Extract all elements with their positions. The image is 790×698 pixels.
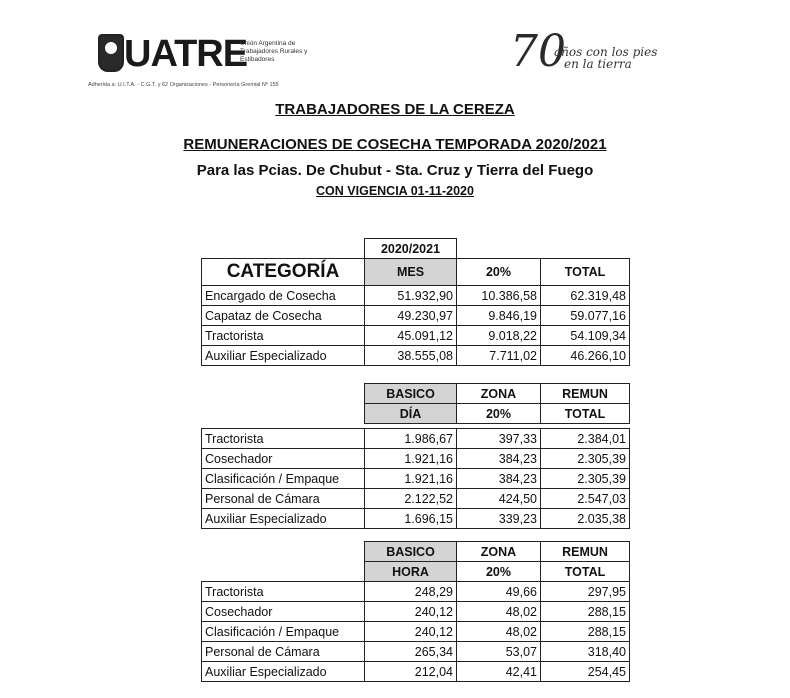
remun-value: 318,40 [541, 642, 630, 662]
table-row [202, 489, 630, 509]
daily-remuneration-table [201, 383, 630, 529]
document-subtitle: REMUNERACIONES DE COSECHA TEMPORADA 2020/2021 [183, 136, 607, 153]
total-value: 62.319,48 [541, 286, 630, 306]
table-row [202, 662, 630, 682]
anniversary-text-line-2: en la tierra [564, 57, 632, 71]
logo-footer: Adherida a: U.I.T.A. - C.G.T. y 62 Organizaciones - Personería Gremial Nº 155 [88, 82, 279, 88]
basico-value: 248,29 [365, 582, 457, 602]
basico-value: 1.921,16 [365, 469, 457, 489]
basico-value: 1.921,16 [365, 449, 457, 469]
col-header-zona: ZONA [457, 542, 541, 562]
logo-name: UATRE [124, 33, 248, 75]
basico-value: 265,34 [365, 642, 457, 662]
table-row [202, 469, 630, 489]
col-header-mes: MES [365, 259, 457, 286]
zona-value: 48,02 [457, 602, 541, 622]
col-header-dia: DÍA [365, 404, 457, 424]
total-value: 54.109,34 [541, 326, 630, 346]
zona-value: 48,02 [457, 622, 541, 642]
remun-value: 288,15 [541, 622, 630, 642]
anniversary-text-line-1: años con los pies [554, 45, 658, 59]
table-row [202, 622, 630, 642]
table-row [202, 509, 630, 529]
table-row [202, 286, 630, 306]
anniversary-text [554, 46, 657, 70]
uatre-logo [88, 30, 328, 94]
zona-value: 424,50 [457, 489, 541, 509]
table-row [202, 582, 630, 602]
category-name: Cosechador [202, 449, 365, 469]
table-row [202, 326, 630, 346]
uatre-emblem-icon [98, 34, 124, 72]
col-header-total: TOTAL [541, 562, 630, 582]
col-header-basico: BASICO [365, 542, 457, 562]
zona-value: 384,23 [457, 469, 541, 489]
basico-value: 240,12 [365, 602, 457, 622]
zona-value: 42,41 [457, 662, 541, 682]
category-name: Clasificación / Empaque [202, 622, 365, 642]
zona-value: 397,33 [457, 429, 541, 449]
table-row [202, 429, 630, 449]
category-name: Tractorista [202, 326, 365, 346]
remun-value: 2.035,38 [541, 509, 630, 529]
table-row [202, 642, 630, 662]
col-header-remun: REMUN [541, 384, 630, 404]
pct-value: 10.386,58 [457, 286, 541, 306]
col-header-total: TOTAL [541, 404, 630, 424]
table-row [202, 449, 630, 469]
category-name: Capataz de Cosecha [202, 306, 365, 326]
col-header-pct: 20% [457, 404, 541, 424]
monthly-remuneration-table [201, 238, 630, 366]
category-name: Tractorista [202, 582, 365, 602]
remun-value: 288,15 [541, 602, 630, 622]
col-header-pct: 20% [457, 259, 541, 286]
zona-value: 384,23 [457, 449, 541, 469]
provinces-line: Para las Pcias. De Chubut - Sta. Cruz y Tierra del Fuego [196, 162, 594, 179]
zona-value: 339,23 [457, 509, 541, 529]
hourly-remuneration-table [201, 541, 630, 682]
basico-value: 1.986,67 [365, 429, 457, 449]
category-name: Encargado de Cosecha [202, 286, 365, 306]
mes-value: 49.230,97 [365, 306, 457, 326]
category-name: Auxiliar Especializado [202, 346, 365, 366]
zona-value: 53,07 [457, 642, 541, 662]
col-header-hora: HORA [365, 562, 457, 582]
remun-value: 254,45 [541, 662, 630, 682]
basico-value: 212,04 [365, 662, 457, 682]
category-name: Tractorista [202, 429, 365, 449]
pct-value: 7.711,02 [457, 346, 541, 366]
category-name: Personal de Cámara [202, 489, 365, 509]
table-row [202, 602, 630, 622]
category-name: Auxiliar Especializado [202, 509, 365, 529]
basico-value: 240,12 [365, 622, 457, 642]
logo-subtitle: Unión Argentina de Trabajadores Rurales y Estibadores [240, 40, 308, 63]
mes-value: 51.932,90 [365, 286, 457, 306]
period-header: 2020/2021 [365, 239, 457, 259]
remun-value: 2.384,01 [541, 429, 630, 449]
anniversary-number: 70 [510, 26, 566, 77]
col-header-total: TOTAL [541, 259, 630, 286]
col-header-zona: ZONA [457, 384, 541, 404]
zona-value: 49,66 [457, 582, 541, 602]
category-name: Cosechador [202, 602, 365, 622]
col-header-remun: REMUN [541, 542, 630, 562]
total-value: 46.266,10 [541, 346, 630, 366]
basico-value: 2.122,52 [365, 489, 457, 509]
category-name: Personal de Cámara [202, 642, 365, 662]
table-row [202, 346, 630, 366]
table-row [202, 306, 630, 326]
remun-value: 2.547,03 [541, 489, 630, 509]
total-value: 59.077,16 [541, 306, 630, 326]
category-name: Auxiliar Especializado [202, 662, 365, 682]
mes-value: 38.555,08 [365, 346, 457, 366]
remun-value: 2.305,39 [541, 449, 630, 469]
category-header: CATEGORÍA [202, 259, 365, 286]
vigencia-line: CON VIGENCIA 01-11-2020 [316, 184, 474, 198]
mes-value: 45.091,12 [365, 326, 457, 346]
col-header-basico: BASICO [365, 384, 457, 404]
pct-value: 9.846,19 [457, 306, 541, 326]
col-header-pct: 20% [457, 562, 541, 582]
remun-value: 2.305,39 [541, 469, 630, 489]
document-title: TRABAJADORES DE LA CEREZA [275, 101, 515, 118]
basico-value: 1.696,15 [365, 509, 457, 529]
pct-value: 9.018,22 [457, 326, 541, 346]
remun-value: 297,95 [541, 582, 630, 602]
category-name: Clasificación / Empaque [202, 469, 365, 489]
anniversary-logo [510, 26, 690, 76]
